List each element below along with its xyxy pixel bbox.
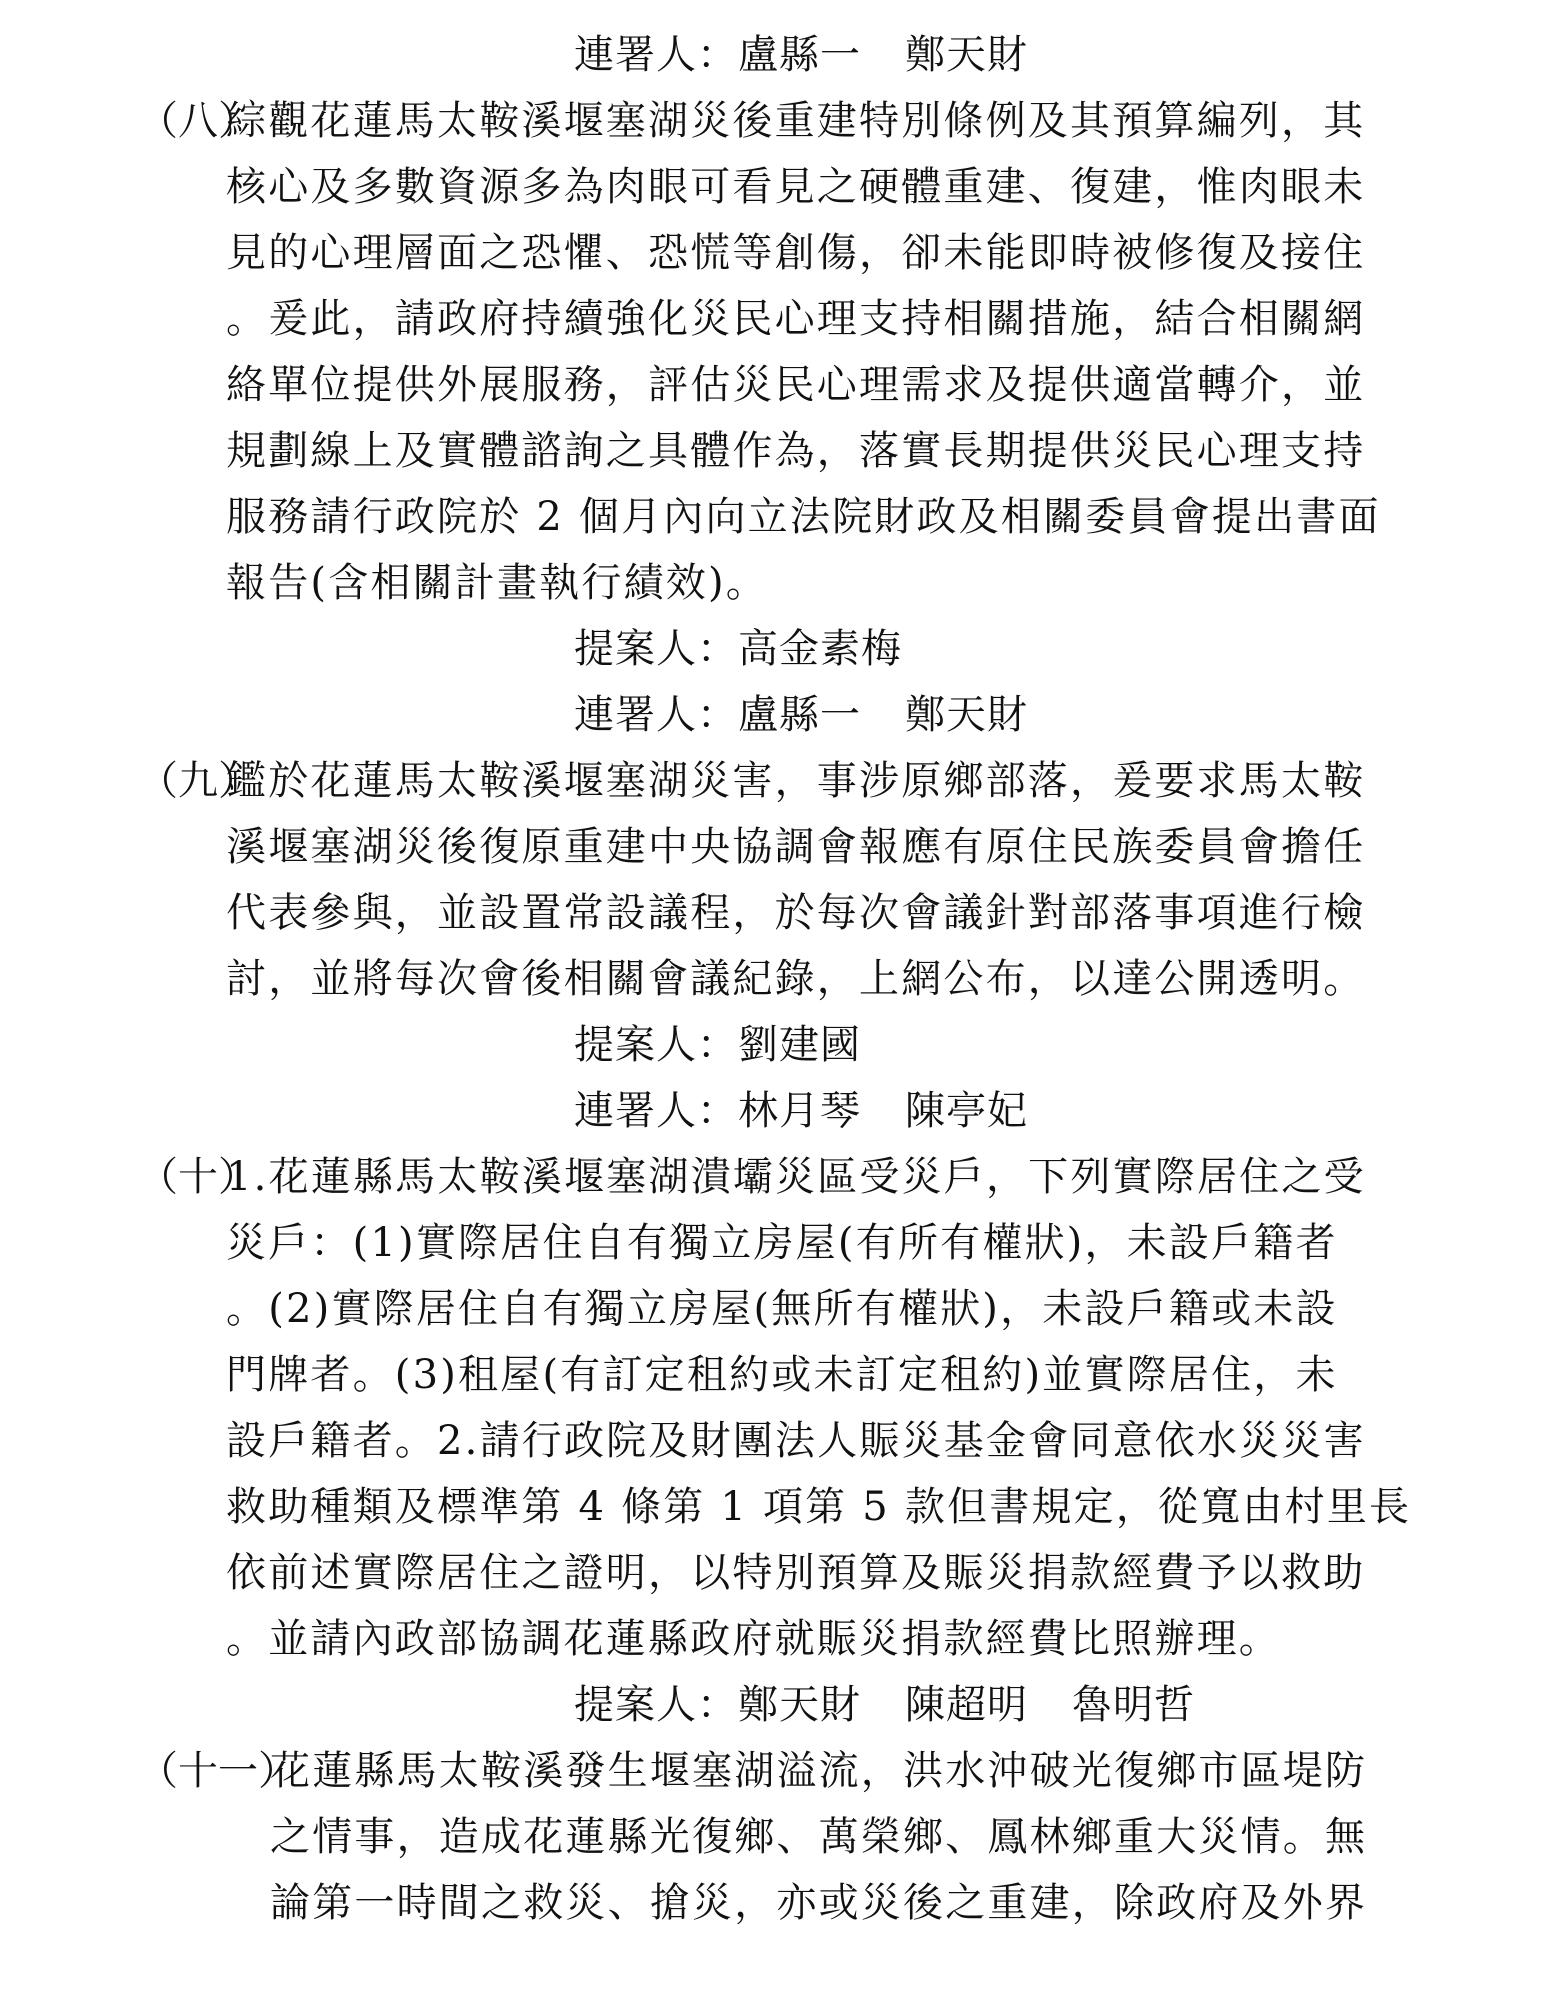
cosigner-name: 盧縣一 [738, 32, 861, 78]
paragraph-line: 代表參與，並設置常設議程，於每次會議針對部落事項進行檢 [226, 890, 1366, 936]
paragraph-line: 。爰此，請政府持續強化災民心理支持相關措施，結合相關網 [226, 296, 1366, 342]
paragraph-line: 花蓮縣馬太鞍溪發生堰塞湖溢流，洪水沖破光復鄉市區堤防 [270, 1748, 1368, 1794]
cosigner-label: 連署人： [574, 32, 738, 78]
paragraph-line: 規劃線上及實體諮詢之具體作為，落實長期提供災民心理支持 [226, 428, 1366, 474]
proposer-name: 鄭天財 [738, 1682, 861, 1728]
cosigner-line [574, 1078, 1028, 1144]
proposer-name: 魯明哲 [1072, 1682, 1195, 1728]
paragraph-line: 門牌者。(3)租屋(有訂定租約或未訂定租約)並實際居住，未 [226, 1352, 1338, 1398]
item-number: （八） [138, 98, 258, 144]
proposer-name: 陳超明 [905, 1682, 1028, 1728]
paragraph-line: 。並請內政部協調花蓮縣政府就賑災捐款經費比照辦理。 [226, 1616, 1281, 1662]
cosigner-label: 連署人： [574, 692, 738, 738]
paragraph-line: 救助種類及標準第 4 條第 1 項第 5 款但書規定，從寬由村里長 [226, 1484, 1412, 1530]
paragraph-line: 服務請行政院於 2 個月內向立法院財政及相關委員會提出書面 [226, 494, 1381, 540]
paragraph-line: 鑑於花蓮馬太鞍溪堰塞湖災害，事涉原鄉部落，爰要求馬太鞍 [226, 758, 1366, 804]
cosigner-name: 盧縣一 [738, 692, 861, 738]
cosigner-name: 陳亭妃 [905, 1088, 1028, 1134]
paragraph-line: 核心及多數資源多為肉眼可看見之硬體重建、復建，惟肉眼未 [226, 164, 1366, 210]
proposer-line [574, 616, 902, 682]
proposer-label: 提案人： [574, 1682, 738, 1728]
paragraph-line: 災戶：(1)實際居住自有獨立房屋(有所有權狀)，未設戶籍者 [226, 1220, 1338, 1266]
proposer-name: 劉建國 [738, 1022, 861, 1068]
paragraph-line: 報告(含相關計畫執行績效)。 [226, 560, 769, 606]
paragraph-line: 討，並將每次會後相關會議紀錄，上網公布，以達公開透明。 [226, 956, 1366, 1002]
paragraph-line: 之情事，造成花蓮縣光復鄉、萬榮鄉、鳳林鄉重大災情。無 [270, 1814, 1368, 1860]
proposer-label: 提案人： [574, 626, 738, 672]
item-number: （十） [138, 1154, 258, 1200]
paragraph-line: 論第一時間之救災、搶災，亦或災後之重建，除政府及外界 [270, 1880, 1368, 1926]
paragraph-line: 綜觀花蓮馬太鞍溪堰塞湖災後重建特別條例及其預算編列，其 [226, 98, 1366, 144]
paragraph-line: 。(2)實際居住自有獨立房屋(無所有權狀)，未設戶籍或未設 [226, 1286, 1338, 1332]
paragraph-line: 1.花蓮縣馬太鞍溪堰塞湖潰壩災區受災戶，下列實際居住之受 [226, 1154, 1366, 1200]
paragraph-line: 依前述實際居住之證明，以特別預算及賑災捐款經費予以救助 [226, 1550, 1366, 1596]
proposer-label: 提案人： [574, 1022, 738, 1068]
paragraph-line: 見的心理層面之恐懼、恐慌等創傷，卻未能即時被修復及接住 [226, 230, 1366, 276]
proposer-name: 高金素梅 [738, 626, 902, 672]
item-number: （九） [138, 758, 258, 804]
paragraph-line: 溪堰塞湖災後復原重建中央協調會報應有原住民族委員會擔任 [226, 824, 1366, 870]
cosigner-line [574, 682, 1028, 748]
cosigner-line [574, 22, 1028, 88]
cosigner-name: 鄭天財 [905, 32, 1028, 78]
cosigner-name: 林月琴 [738, 1088, 861, 1134]
cosigner-label: 連署人： [574, 1088, 738, 1134]
proposer-line [574, 1012, 861, 1078]
item-number: （十一） [138, 1748, 298, 1794]
cosigner-name: 鄭天財 [905, 692, 1028, 738]
paragraph-line: 設戶籍者。2.請行政院及財團法人賑災基金會同意依水災災害 [226, 1418, 1366, 1464]
paragraph-line: 絡單位提供外展服務，評估災民心理需求及提供適當轉介，並 [226, 362, 1366, 408]
proposer-line [574, 1672, 1195, 1738]
